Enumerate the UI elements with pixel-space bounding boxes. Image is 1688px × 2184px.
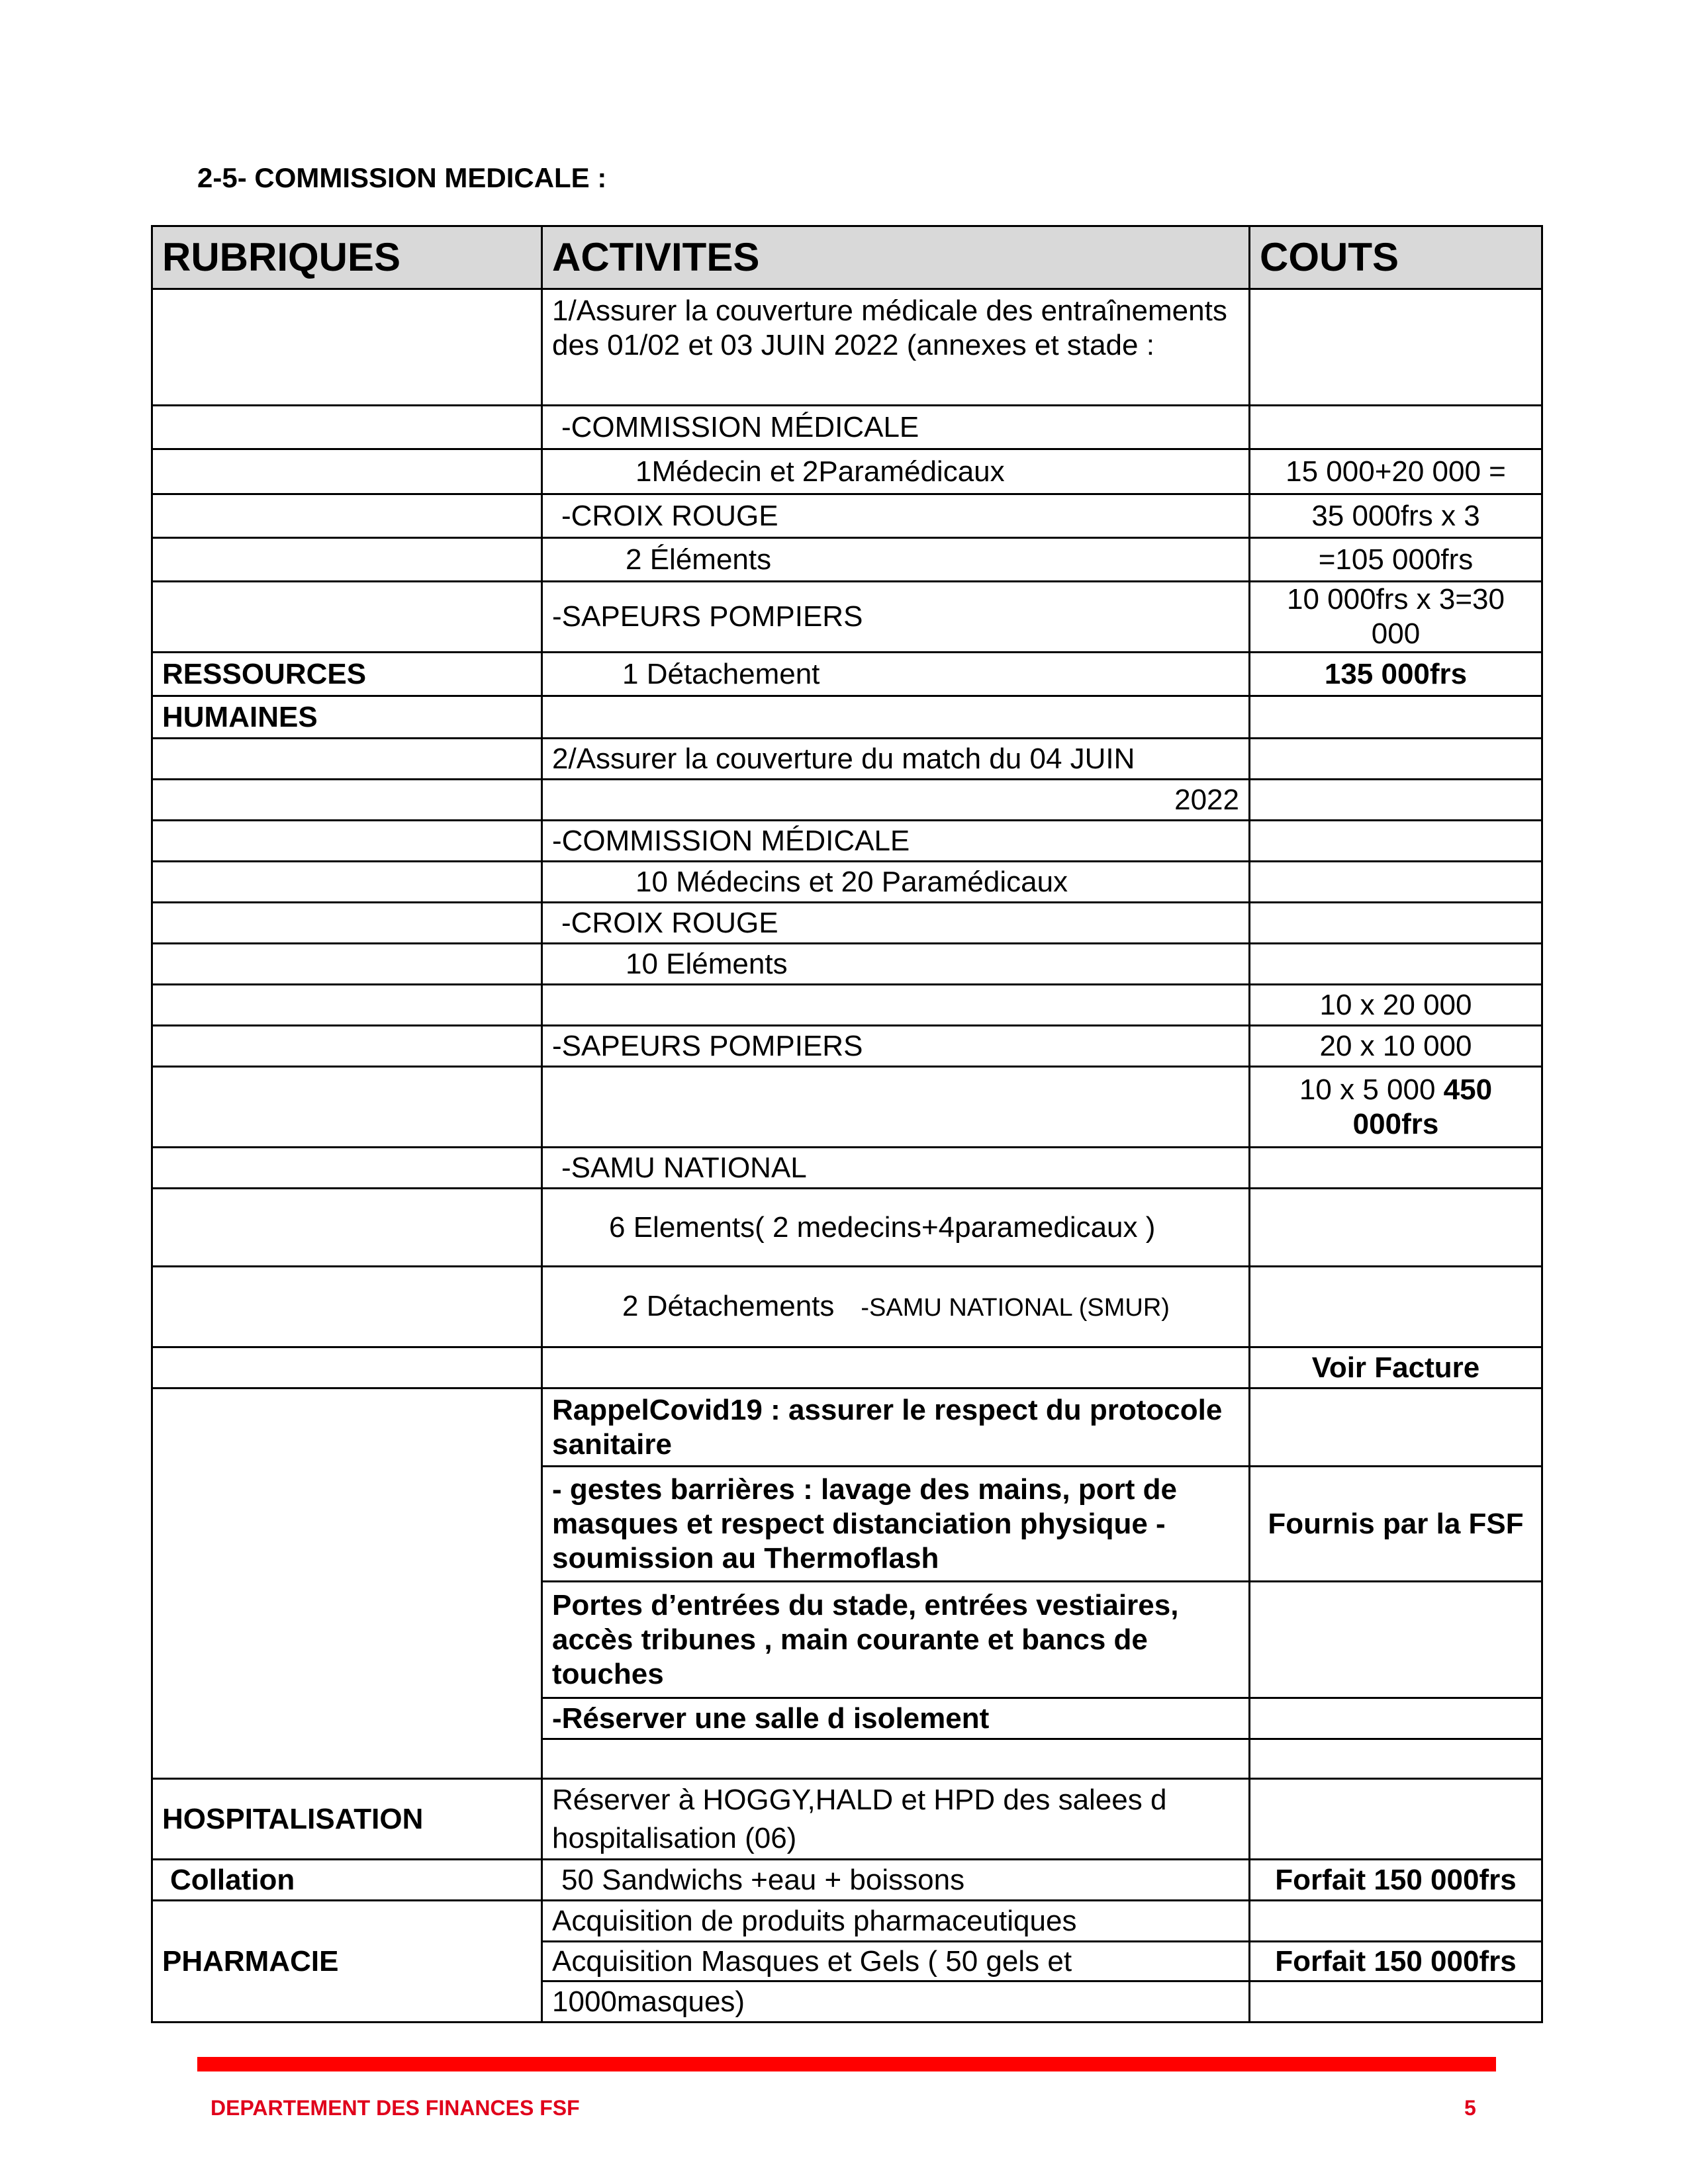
activite-cell: 1/Assurer la couverture médicale des entraînements des 01/02 et 03 JUIN 2022 (annexes et stade :	[542, 289, 1250, 406]
table-row	[152, 1901, 1542, 1942]
table-row	[152, 1860, 1542, 1901]
cout-cell	[1250, 1901, 1542, 1942]
cout-cell	[1250, 739, 1542, 780]
rubrique-cell: RESSOURCES	[152, 653, 542, 696]
table-row	[152, 1148, 1542, 1189]
cout-cell	[1250, 1148, 1542, 1189]
table-row	[152, 1347, 1542, 1388]
activite-cell: 1000masques)	[542, 1981, 1250, 2023]
cout-total-unit: 000frs	[1352, 1107, 1439, 1140]
table-row	[152, 406, 1542, 449]
activite-cell: RappelCovid19 : assurer le respect du protocole sanitaire	[542, 1388, 1250, 1467]
table-row	[152, 289, 1542, 406]
table-row	[152, 538, 1542, 582]
table-row	[152, 944, 1542, 985]
cout-cell	[1250, 406, 1542, 449]
table-row	[152, 1067, 1542, 1148]
table-row	[152, 1026, 1542, 1067]
cout-cell	[1250, 1779, 1542, 1860]
activite-cell: 2/Assurer la couverture du match du 04 JUIN	[542, 739, 1250, 780]
cout-cell: Forfait 150 000frs	[1250, 1860, 1542, 1901]
activite-cell: -CROIX ROUGE	[542, 903, 1250, 944]
table-row	[152, 494, 1542, 538]
rubrique-cell: HOSPITALISATION	[152, 1779, 542, 1860]
rubrique-cell	[152, 862, 542, 903]
table-row	[152, 821, 1542, 862]
rubrique-cell: Collation	[152, 1860, 542, 1901]
table-row	[152, 1189, 1542, 1267]
activite-cell: - gestes barrières : lavage des mains, port de masques et respect distanciation physique - soumission au Thermoflash	[542, 1467, 1250, 1582]
activite-cell	[542, 1067, 1250, 1148]
activite-cell: 2022	[542, 780, 1250, 821]
cout-cell	[1250, 903, 1542, 944]
activite-cell: Acquisition Masques et Gels ( 50 gels et	[542, 1942, 1250, 1981]
cout-detail: 10 x 5 000	[1299, 1073, 1436, 1106]
rubrique-cell	[152, 494, 542, 538]
table-row	[152, 739, 1542, 780]
table-row	[152, 780, 1542, 821]
cout-cell	[1250, 1067, 1542, 1148]
rubrique-cell	[152, 985, 542, 1026]
rubrique-cell	[152, 1267, 542, 1347]
rubrique-cell: PHARMACIE	[152, 1901, 542, 2023]
table-row	[152, 1267, 1542, 1347]
budget-table	[151, 225, 1543, 2023]
activite-cell: 10 Eléments	[542, 944, 1250, 985]
cout-cell	[1250, 696, 1542, 739]
rubrique-cell	[152, 449, 542, 494]
cout-cell	[1250, 1981, 1542, 2023]
rubrique-cell	[152, 1388, 542, 1779]
rubrique-cell	[152, 289, 542, 406]
activite-cell: Acquisition de produits pharmaceutiques	[542, 1901, 1250, 1942]
header-couts: COUTS	[1250, 226, 1542, 289]
cout-cell	[1250, 944, 1542, 985]
table-row	[152, 903, 1542, 944]
cout-cell: =105 000frs	[1250, 538, 1542, 582]
table-row	[152, 1388, 1542, 1467]
cout-cell	[1250, 1698, 1542, 1739]
activite-cell: 50 Sandwichs +eau + boissons	[542, 1860, 1250, 1901]
footer-department: DEPARTEMENT DES FINANCES FSF	[211, 2096, 580, 2120]
cout-cell: Forfait 150 000frs	[1250, 1942, 1542, 1981]
detachement-label: 2 Détachements	[622, 1289, 835, 1322]
cout-cell	[1250, 862, 1542, 903]
cout-cell: 20 x 10 000	[1250, 1026, 1542, 1067]
table-row	[152, 985, 1542, 1026]
table-row	[152, 449, 1542, 494]
cout-cell: 135 000frs	[1250, 653, 1542, 696]
activite-cell: -SAMU NATIONAL	[542, 1148, 1250, 1189]
cout-cell: 15 000+20 000 =	[1250, 449, 1542, 494]
footer-divider	[197, 2057, 1496, 2071]
cout-cell: 10 000frs x 3=30 000	[1250, 582, 1542, 653]
samu-smur-label: -SAMU NATIONAL (SMUR)	[861, 1293, 1170, 1322]
rubrique-cell	[152, 538, 542, 582]
rubrique-cell	[152, 1189, 542, 1267]
rubrique-cell	[152, 1148, 542, 1189]
activite-cell: -CROIX ROUGE	[542, 494, 1250, 538]
rubrique-cell	[152, 1026, 542, 1067]
rubrique-cell	[152, 582, 542, 653]
header-activites: ACTIVITES	[542, 226, 1250, 289]
table-row	[152, 862, 1542, 903]
activite-cell: 1 Détachement	[542, 653, 1250, 696]
activite-cell: Portes d’entrées du stade, entrées vestiaires, accès tribunes , main courante et bancs de touches	[542, 1582, 1250, 1698]
cout-cell: 35 000frs x 3	[1250, 494, 1542, 538]
activite-cell: 2 Éléments	[542, 538, 1250, 582]
rubrique-cell	[152, 821, 542, 862]
cout-cell	[1250, 821, 1542, 862]
header-rubriques: RUBRIQUES	[152, 226, 542, 289]
activite-cell	[542, 1267, 1250, 1347]
cout-cell	[1250, 780, 1542, 821]
cout-cell	[1250, 1388, 1542, 1467]
table-row	[152, 1779, 1542, 1860]
cout-cell	[1250, 1739, 1542, 1779]
rubrique-cell	[152, 739, 542, 780]
activite-cell: 1Médecin et 2Paramédicaux	[542, 449, 1250, 494]
activite-cell: -SAPEURS POMPIERS	[542, 582, 1250, 653]
activite-cell: 6 Elements( 2 medecins+4paramedicaux )	[542, 1189, 1250, 1267]
cout-cell: Voir Facture	[1250, 1347, 1542, 1388]
cout-cell	[1250, 1189, 1542, 1267]
table-row	[152, 653, 1542, 696]
activite-cell: Réserver à HOGGY,HALD et HPD des salees d hospitalisation (06)	[542, 1779, 1250, 1860]
rubrique-cell	[152, 780, 542, 821]
section-title: 2-5- COMMISSION MEDICALE :	[197, 162, 607, 193]
activite-cell: -COMMISSION MÉDICALE	[542, 821, 1250, 862]
rubrique-cell	[152, 944, 542, 985]
page-number: 5	[1464, 2096, 1476, 2120]
rubrique-cell: HUMAINES	[152, 696, 542, 739]
cout-cell: Fournis par la FSF	[1250, 1467, 1542, 1582]
cout-cell	[1250, 289, 1542, 406]
rubrique-cell	[152, 903, 542, 944]
activite-cell	[542, 1739, 1250, 1779]
cout-cell: 10 x 20 000	[1250, 985, 1542, 1026]
cout-cell	[1250, 1582, 1542, 1698]
cout-cell	[1250, 1267, 1542, 1347]
rubrique-cell	[152, 1067, 542, 1148]
activite-cell: -SAPEURS POMPIERS	[542, 1026, 1250, 1067]
table-row	[152, 582, 1542, 653]
activite-cell: -Réserver une salle d isolement	[542, 1698, 1250, 1739]
activite-cell: 10 Médecins et 20 Paramédicaux	[542, 862, 1250, 903]
table-row	[152, 696, 1542, 739]
activite-cell	[542, 1347, 1250, 1388]
activite-cell: -COMMISSION MÉDICALE	[542, 406, 1250, 449]
cout-total: 450	[1443, 1073, 1493, 1106]
activite-cell	[542, 696, 1250, 739]
table-header-row	[152, 226, 1542, 289]
activite-cell	[542, 985, 1250, 1026]
rubrique-cell	[152, 1347, 542, 1388]
rubrique-cell	[152, 406, 542, 449]
